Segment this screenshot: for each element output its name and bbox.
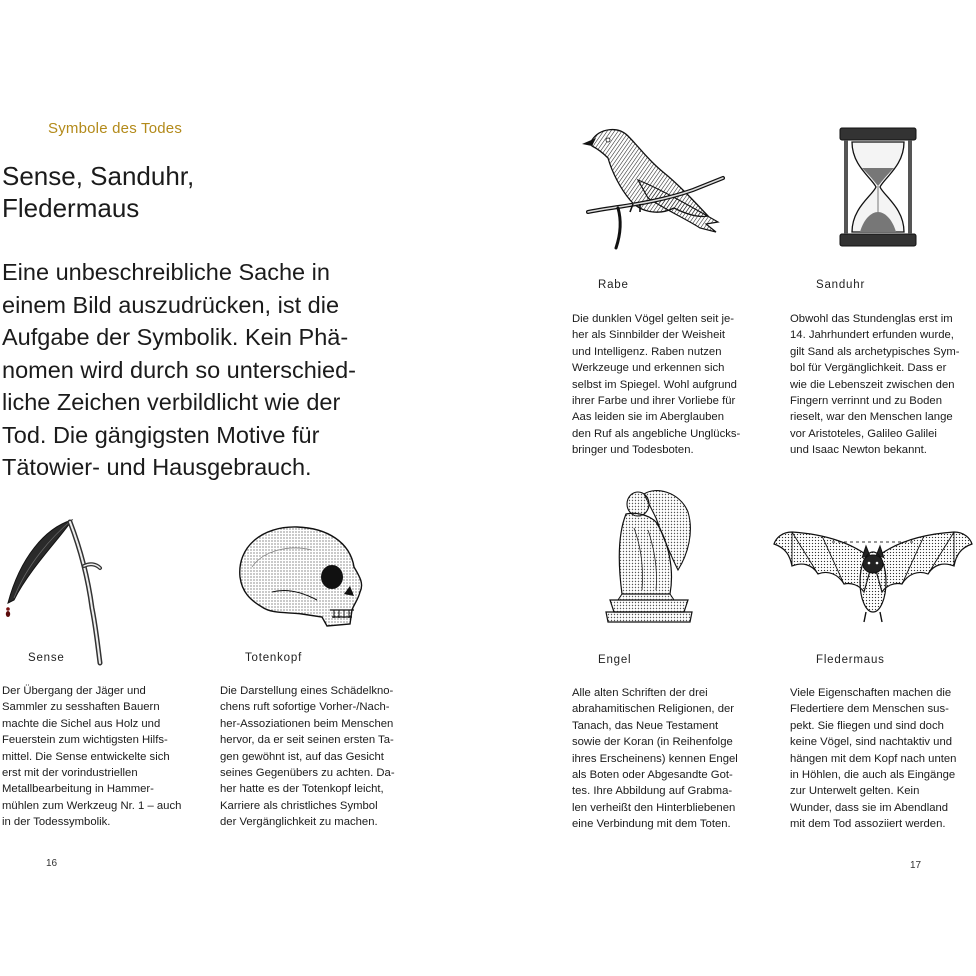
text-line: keine Vögel, sind nachtaktiv und: [790, 736, 953, 749]
text-line: Die dunklen Vögel gelten seit je-: [572, 313, 735, 325]
label-sense: Sense: [28, 652, 65, 664]
text-line: Viele Eigenschaften machen die: [790, 687, 952, 699]
text-line: wie die Lebenszeit zwischen den: [790, 378, 955, 391]
text-line: len verheißt den Hinterbliebenen: [572, 801, 736, 814]
text-line: in Höhlen, die auch als Eingänge: [790, 769, 956, 782]
text-line: Die Darstellung eines Schädelkno-: [220, 685, 394, 697]
text-sense: [2, 683, 181, 831]
text-line: abrahamitischen Religionen, der: [572, 703, 735, 716]
lede-line: Tod. Die gängigsten Motive für: [2, 421, 320, 448]
text-line: Wunder, dass sie im Abendland: [790, 801, 949, 814]
label-engel: Engel: [598, 654, 632, 666]
text-line: sowie der Koran (in Reihenfolge: [572, 736, 733, 749]
text-totenkopf: [220, 683, 395, 831]
section-kicker: Symbole des Todes: [48, 120, 183, 137]
text-line: Sammler zu sesshaften Bauern: [2, 701, 160, 714]
text-line: eine Verbindung mit dem Toten.: [572, 818, 731, 831]
text-line: Alle alten Schriften der drei: [572, 687, 708, 699]
bat-illustration: [772, 530, 974, 626]
text-line: hervor, da er seit seinen ersten Ta-: [220, 734, 394, 747]
text-line: Werkzeuge und erkennen sich: [572, 362, 725, 375]
text-line: her-Assoziationen beim Menschen: [220, 717, 394, 730]
text-line: hängen mit dem Kopf nach unten: [790, 752, 957, 765]
text-line: tes. Ihre Abbildung auf Grabma-: [572, 785, 733, 798]
page-title: [2, 160, 194, 224]
text-line: Der Übergang der Jäger und: [2, 685, 146, 697]
lede-line: Aufgabe der Symbolik. Kein Phä-: [2, 324, 349, 350]
lede-line: liche Zeichen verbildlicht wie der: [2, 389, 341, 415]
text-line: Metallbearbeitung in Hammer-: [2, 783, 154, 796]
label-sanduhr: Sanduhr: [816, 279, 866, 291]
text-line: selbst im Spiegel. Wohl aufgrund: [572, 378, 737, 391]
text-line: her hatte es der Totenkopf leicht,: [220, 783, 384, 796]
label-rabe: Rabe: [598, 279, 629, 291]
text-line: zur Unterwelt gelten. Kein: [790, 785, 920, 798]
title-line: Fledermaus: [2, 193, 140, 223]
label-fledermaus: Fledermaus: [816, 654, 885, 666]
text-line: machte die Sichel aus Holz und: [2, 717, 161, 730]
text-line: und Isaac Newton bekannt.: [790, 444, 927, 457]
text-line: erst mit der vorindustriellen: [2, 767, 138, 780]
text-line: bol für Vergänglichkeit. Dass er: [790, 362, 947, 375]
text-line: mittel. Die Sense entwickelte sich: [2, 750, 170, 763]
text-line: der Vergänglichkeit zu machen.: [220, 816, 378, 829]
hourglass-illustration: [838, 126, 918, 248]
text-line: ihrer Farbe und ihrer Vorliebe für: [572, 395, 736, 408]
text-line: gilt Sand als archetypisches Sym-: [790, 345, 960, 358]
text-line: Aas leiden sie im Aberglauben: [572, 411, 724, 424]
text-line: Obwohl das Stundenglas erst im: [790, 313, 953, 325]
text-line: als Boten oder Abgesandte Got-: [572, 769, 733, 782]
lede-line: nomen wird durch so unterschied-: [2, 356, 356, 383]
text-line: in der Todessymbolik.: [2, 816, 111, 829]
text-rabe: [572, 311, 740, 459]
skull-illustration: [232, 522, 372, 632]
text-line: her als Sinnbilder der Weisheit: [572, 329, 726, 342]
text-fledermaus: [790, 685, 956, 833]
text-line: pekt. Sie fliegen und sind doch: [790, 719, 944, 732]
text-line: gen gewöhnt ist, auf das Gesicht: [220, 750, 384, 763]
lede-line: Eine unbeschreibliche Sache in: [2, 259, 330, 285]
lede-line: einem Bild auszudrücken, ist die: [2, 291, 340, 318]
text-line: Fingern verrinnt und zu Boden: [790, 395, 942, 408]
text-line: bringer und Todesboten.: [572, 444, 694, 457]
text-line: 14. Jahrhundert erfunden wurde,: [790, 329, 954, 342]
text-line: rieselt, war den Menschen lange: [790, 411, 953, 424]
text-line: Karriere als christliches Symbol: [220, 799, 378, 812]
page-number-right: 17: [910, 860, 922, 871]
text-line: mühlen zum Werkzeug Nr. 1 – auch: [2, 799, 182, 812]
text-line: Feuerstein zum wichtigsten Hilfs-: [2, 734, 168, 747]
text-line: ihres Erscheinens) kennen Engel: [572, 752, 738, 765]
page-number-left: 16: [46, 858, 58, 869]
text-line: Fledertiere dem Menschen sus-: [790, 703, 949, 716]
text-sanduhr: [790, 311, 960, 459]
text-line: seines Gegenübers zu achten. Da-: [220, 767, 395, 780]
text-line: vor Aristoteles, Galileo Galilei: [790, 427, 937, 440]
text-line: mit dem Tod assoziiert werden.: [790, 818, 946, 831]
text-line: chens ruft sofortige Vorher-/Nach-: [220, 701, 390, 714]
text-engel: [572, 685, 738, 833]
lede-line: Tätowier- und Hausgebrauch.: [2, 454, 312, 480]
angel-illustration: [604, 484, 694, 626]
label-totenkopf: Totenkopf: [245, 652, 303, 664]
text-line: Tanach, das Neue Testament: [572, 719, 719, 732]
title-line: Sense, Sanduhr,: [2, 161, 195, 191]
text-line: und Intelligenz. Raben nutzen: [572, 345, 722, 358]
raven-illustration: [578, 120, 728, 260]
lede-paragraph: [2, 256, 422, 484]
scythe-illustration: [0, 508, 130, 668]
text-line: den Ruf als angebliche Unglücks-: [572, 427, 741, 440]
